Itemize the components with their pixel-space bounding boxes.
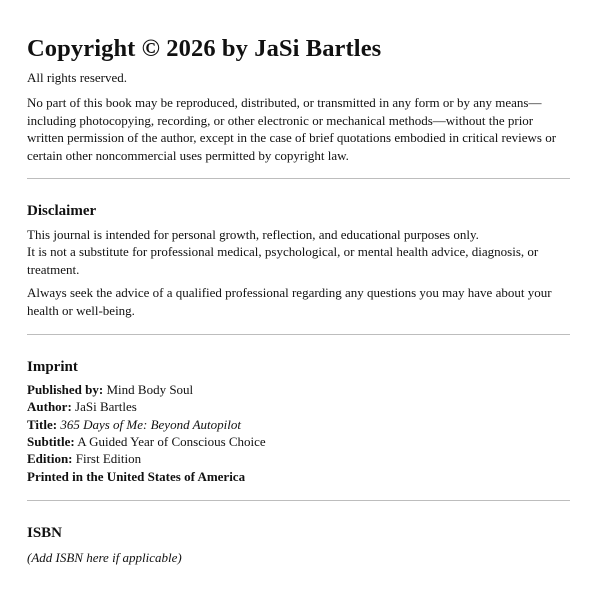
isbn-placeholder-note: (Add ISBN here if applicable) (27, 549, 182, 565)
imprint-publisher (27, 381, 570, 398)
imprint-author (27, 398, 570, 415)
subtitle-label: Subtitle: (27, 433, 75, 449)
author-value: JaSi Bartles (75, 399, 137, 415)
title-label: Title: (27, 416, 58, 432)
disclaimer-heading: Disclaimer (27, 203, 97, 220)
imprint-heading: Imprint (27, 359, 78, 376)
imprint-edition (27, 450, 570, 467)
edition-label: Edition: (27, 451, 73, 467)
disclaimer-line-1: This journal is intended for personal growth, reflection, and educational purposes only. (27, 227, 479, 243)
section-divider (27, 334, 570, 335)
disclaimer-advice: Always seek the advice of a qualified professional regarding any questions you may have about your health or well-being. (27, 285, 552, 318)
rights-reserved: All rights reserved. (27, 70, 128, 85)
disclaimer-line-2: It is not a substitute for professional medical, psychological, or mental health advice, diagnosis, or treatment. (27, 244, 539, 277)
imprint-details (27, 381, 570, 485)
printed-in: Printed in the United States of America (27, 468, 246, 484)
disclaimer-text (27, 226, 570, 278)
section-divider (27, 178, 570, 179)
copyright-notice: No part of this book may be reproduced, distributed, or transmitted in any form or by any means—including photocopying, recording, or other electronic or mechanical methods—without the prior written permission of the author, except in the case of brief quotations embodied in critical reviews or certain other noncommercial uses permitted by copyright law. (27, 95, 557, 163)
section-divider (27, 500, 570, 501)
title-value: 365 Days of Me: Beyond Autopilot (60, 416, 241, 432)
copyright-title: Copyright © 2026 by JaSi Bartles (27, 35, 382, 62)
edition-value: First Edition (75, 451, 142, 467)
publisher-value: Mind Body Soul (106, 382, 194, 398)
isbn-heading: ISBN (27, 524, 63, 541)
subtitle-value: A Guided Year of Conscious Choice (77, 433, 266, 449)
imprint-subtitle (27, 433, 570, 450)
imprint-title (27, 416, 570, 433)
imprint-printed (27, 468, 570, 485)
publisher-label: Published by: (27, 382, 104, 398)
author-label: Author: (27, 399, 72, 415)
